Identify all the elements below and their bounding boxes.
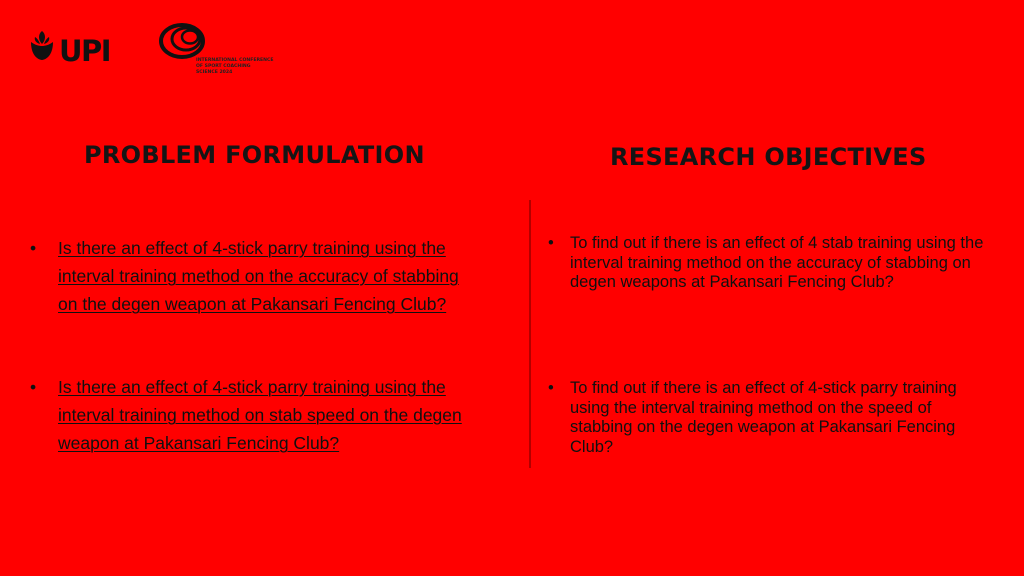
research-objective [548, 234, 998, 293]
upi-logo [28, 28, 124, 68]
problem-question [30, 373, 480, 457]
research-objectives-heading: RESEARCH OBJECTIVES [610, 143, 927, 171]
conference-rings-icon [161, 25, 203, 57]
upi-emblem-icon [31, 31, 53, 60]
bullet-marker: • [30, 377, 37, 397]
conference-line-2: OF SPORT COACHING [196, 64, 251, 69]
bullet-marker: • [548, 379, 554, 397]
conference-line-1: INTERNATIONAL CONFERENCE [196, 58, 274, 63]
problem-question [30, 234, 480, 318]
column-divider [529, 200, 531, 468]
problem-formulation-heading: PROBLEM FORMULATION [84, 141, 425, 169]
bullet-marker: • [548, 234, 554, 252]
problem-question-text: Is there an effect of 4-stick parry training using the interval training method on stab speed on the degen weapon at Pakansari Fencing Club? [58, 377, 462, 453]
conference-line-3: SCIENCE 2024 [196, 70, 233, 75]
research-objective [548, 379, 998, 458]
problem-question-text: Is there an effect of 4-stick parry training using the interval training method on the accuracy of stabbing on the degen weapon at Pakansari Fencing Club? [58, 238, 459, 314]
research-objective-text: To find out if there is an effect of 4-stick parry training using the interval training method on the speed of stabbing on the degen weapon at Pakansari Fencing Club? [570, 379, 957, 457]
bullet-marker: • [30, 238, 37, 258]
upi-wordmark: UPI [59, 34, 111, 68]
research-objective-text: To find out if there is an effect of 4 stab training using the interval training method on the accuracy of stabbing on degen weapons at Pakansari Fencing Club? [570, 234, 984, 292]
conference-logo [156, 20, 286, 80]
